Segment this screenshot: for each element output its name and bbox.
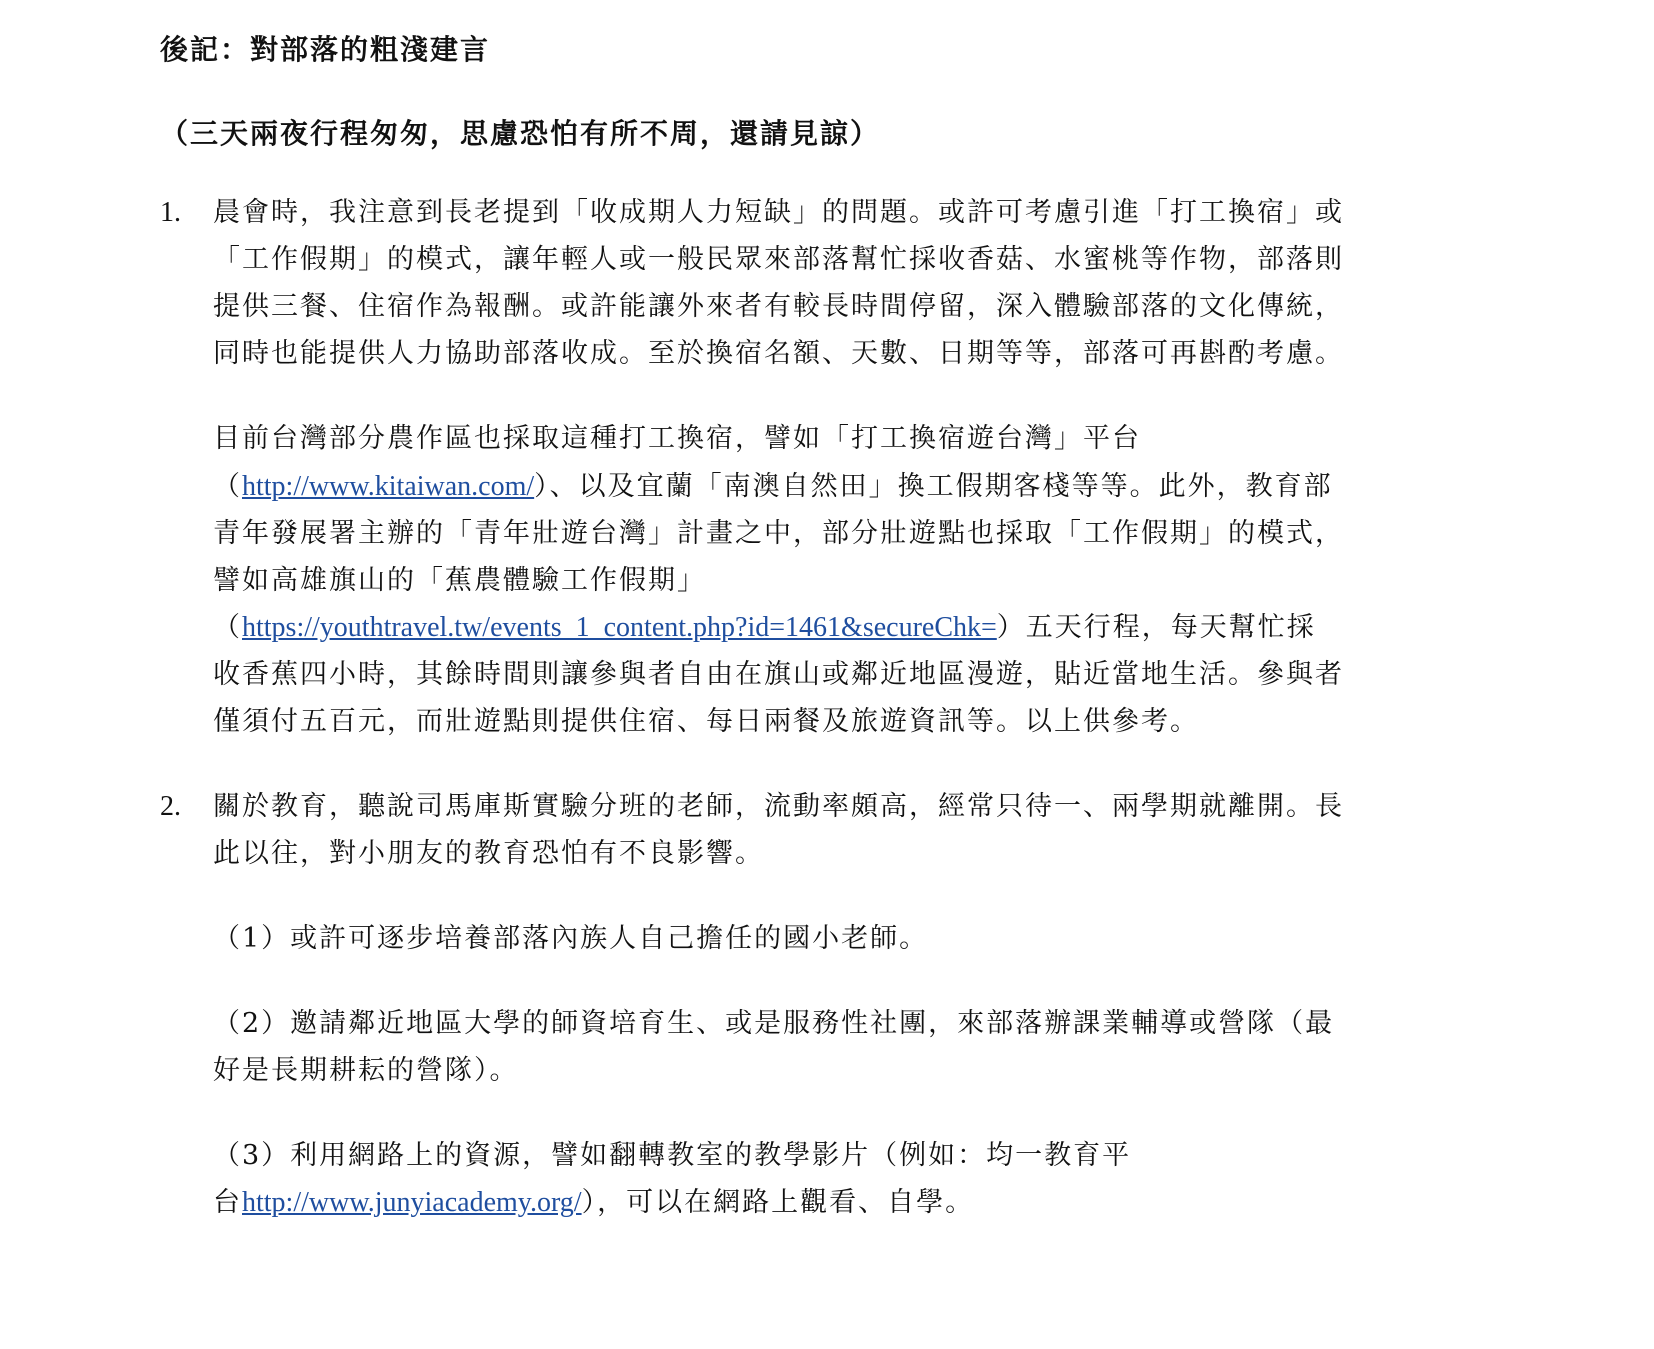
kitaiwan-link[interactable]: http://www.kitaiwan.com/ [242,471,535,502]
item-1-para-2-line-4: 譬如高雄旗山的「蕉農體驗工作假期」 [213,565,706,596]
item-1-para-2-line-6: 收香蕉四小時，其餘時間則讓參與者自由在旗山或鄰近地區漫遊，貼近當地生活。參與者 [213,659,1344,690]
item-2-number: 2. [160,791,181,822]
paren-open: （ [213,612,242,643]
line-text: ），可以在網路上觀看、自學。 [581,1187,975,1218]
item-2-sub-2-line-1: （2）邀請鄰近地區大學的師資培育生、或是服務性社團，來部落辦課業輔導或營隊（最 [213,1008,1335,1039]
item-2-sub-2-line-2: 好是長期耕耘的營隊）。 [213,1055,519,1086]
page-subtitle: （三天兩夜行程匆匆，思慮恐怕有所不周，還請見諒） [160,117,881,150]
line-text: ）、以及宜蘭「南澳自然田」換工假期客棧等等。此外，教育部 [534,471,1333,502]
item-2-para-1-line-2: 此以往，對小朋友的教育恐怕有不良影響。 [213,838,764,869]
item-1-para-1-line-4: 同時也能提供人力協助部落收成。至於換宿名額、天數、日期等等，部落可再斟酌考慮。 [213,338,1344,369]
item-2-sub-3-line-1: （3）利用網路上的資源，譬如翻轉教室的教學影片（例如：均一教育平 [213,1140,1132,1171]
item-1-para-2-line-5 [213,611,1316,645]
item-1-para-1-line-3: 提供三餐、住宿作為報酬。或許能讓外來者有較長時間停留，深入體驗部落的文化傳統， [213,291,1344,322]
page-title: 後記：對部落的粗淺建言 [160,33,491,66]
item-2-sub-1: （1）或許可逐步培養部落內族人自己擔任的國小老師。 [213,923,929,954]
item-1-para-2-line-7: 僅須付五百元，而壯遊點則提供住宿、每日兩餐及旅遊資訊等。以上供參考。 [213,706,1199,737]
item-1-number: 1. [160,197,181,228]
junyiacademy-link[interactable]: http://www.junyiacademy.org/ [242,1187,582,1218]
line-text: 台 [213,1187,242,1218]
youthtravel-link[interactable]: https://youthtravel.tw/events_1_content.php?id=1461&secureChk= [242,612,997,643]
paren-open: （ [213,471,242,502]
item-1-para-1-line-2: 「工作假期」的模式，讓年輕人或一般民眾來部落幫忙採收香菇、水蜜桃等作物，部落則 [213,244,1344,275]
item-1-para-2-line-1: 目前台灣部分農作區也採取這種打工換宿，譬如「打工換宿遊台灣」平台 [213,423,1141,454]
item-1-para-2-line-2 [213,470,1333,504]
item-1-para-1-line-1: 晨會時，我注意到長老提到「收成期人力短缺」的問題。或許可考慮引進「打工換宿」或 [213,197,1344,228]
line-text: ）五天行程，每天幫忙採 [996,612,1316,643]
item-2-para-1-line-1: 關於教育，聽說司馬庫斯實驗分班的老師，流動率頗高，經常只待一、兩學期就離開。長 [213,791,1344,822]
item-2-sub-3-line-2 [213,1186,974,1220]
item-1-para-2-line-3: 青年發展署主辦的「青年壯遊台灣」計畫之中，部分壯遊點也採取「工作假期」的模式， [213,518,1344,549]
